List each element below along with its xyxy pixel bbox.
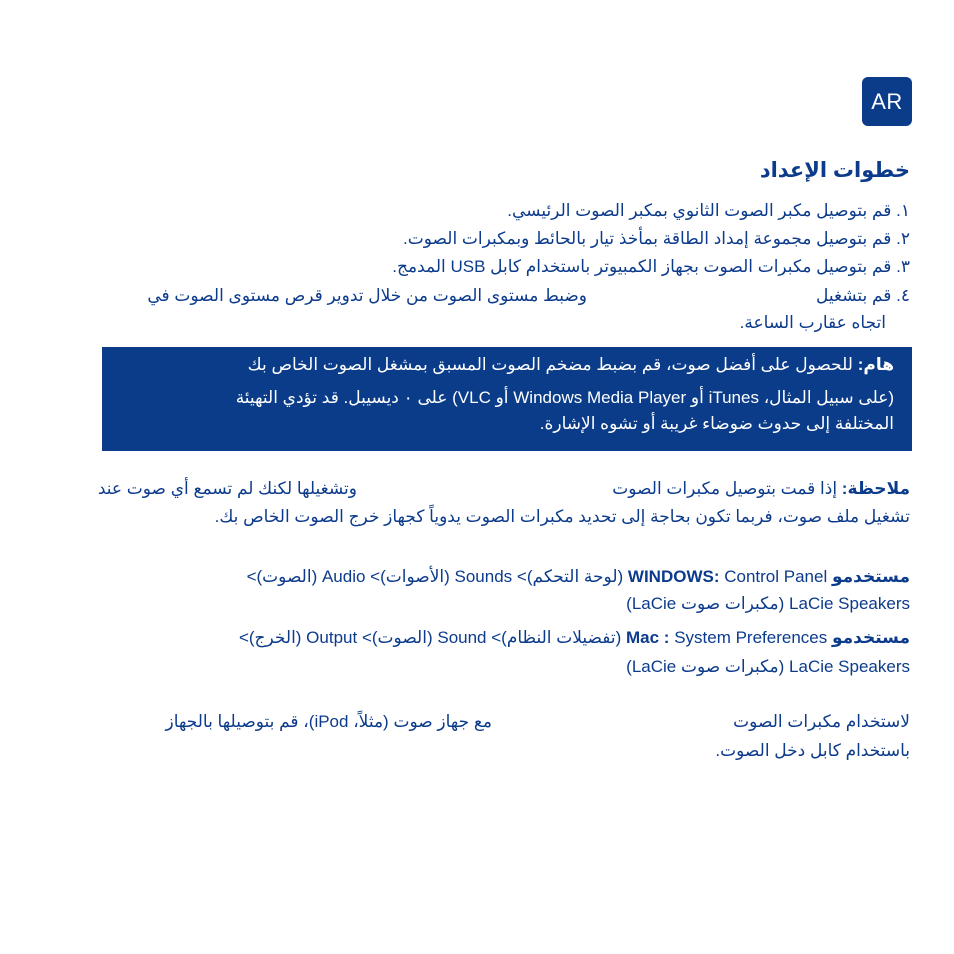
mac-path: System Preferences (تفضيلات النظام)> Sound (الصوت)> Output (الخرج)> [238,628,828,647]
language-badge: AR [862,77,912,126]
important-line-2: (على سبيل المثال، iTunes أو Windows Media Player أو VLC) على ٠ ديسيبل. قد تؤدي التهيئة [235,388,894,407]
step-4-end: اتجاه عقارب الساعة. [739,313,886,332]
important-text-1: للحصول على أفضل صوت، قم بضبط مضخم الصوت المسبق بمشغل الصوت الخاص بك [247,355,853,374]
important-box [102,347,912,451]
important-line-1 [248,354,894,376]
mac-target: LaCie Speakers (مكبرات صوت LaCie) [626,657,910,676]
mac-path-line [239,627,910,649]
windows-target: LaCie Speakers (مكبرات صوت LaCie) [626,594,910,613]
windows-path: Control Panel (لوحة التحكم)> Sounds (الأصوات)> Audio (الصوت)> [246,567,828,586]
important-line-3: المختلفة إلى حدوث ضوضاء غريبة أو تشوه الإشارة. [539,414,894,433]
step-4-start: ٤. قم بتشغيل [816,286,910,305]
section-title: خطوات الإعداد [759,159,910,182]
windows-label: مستخدمو WINDOWS: [627,567,910,586]
note-line-2: تشغيل ملف صوت، فربما تكون بحاجة إلى تحديد مكبرات الصوت يدوياً كجهاز خرج الصوت الخاص بك. [214,507,910,526]
note-text-1: إذا قمت بتوصيل مكبرات الصوت [612,479,838,498]
step-1: ١. قم بتوصيل مكبر الصوت الثانوي بمكبر الصوت الرئيسي. [507,201,910,220]
external-line-1-start: لاستخدام مكبرات الصوت [733,712,910,731]
note-line-1-end: وتشغيلها لكنك لم تسمع أي صوت عند [97,479,357,498]
external-line-2: باستخدام كابل دخل الصوت. [715,741,910,760]
windows-path-line [247,566,910,588]
external-line-1-end: مع جهاز صوت (مثلاً، iPod)، قم بتوصيلها بالجهاز [165,712,492,731]
step-3: ٣. قم بتوصيل مكبرات الصوت بجهاز الكمبيوتر باستخدام كابل USB المدمج. [392,257,910,276]
important-label: هام: [857,355,894,374]
step-4-middle: وضبط مستوى الصوت من خلال تدوير قرص مستوى الصوت في [147,286,587,305]
step-2: ٢. قم بتوصيل مجموعة إمداد الطاقة بمأخذ تيار بالحائط وبمكبرات الصوت. [403,229,910,248]
note-line-1-start [612,478,910,500]
note-label: ملاحظة: [841,479,910,498]
mac-label: مستخدمو Mac : [625,628,910,647]
